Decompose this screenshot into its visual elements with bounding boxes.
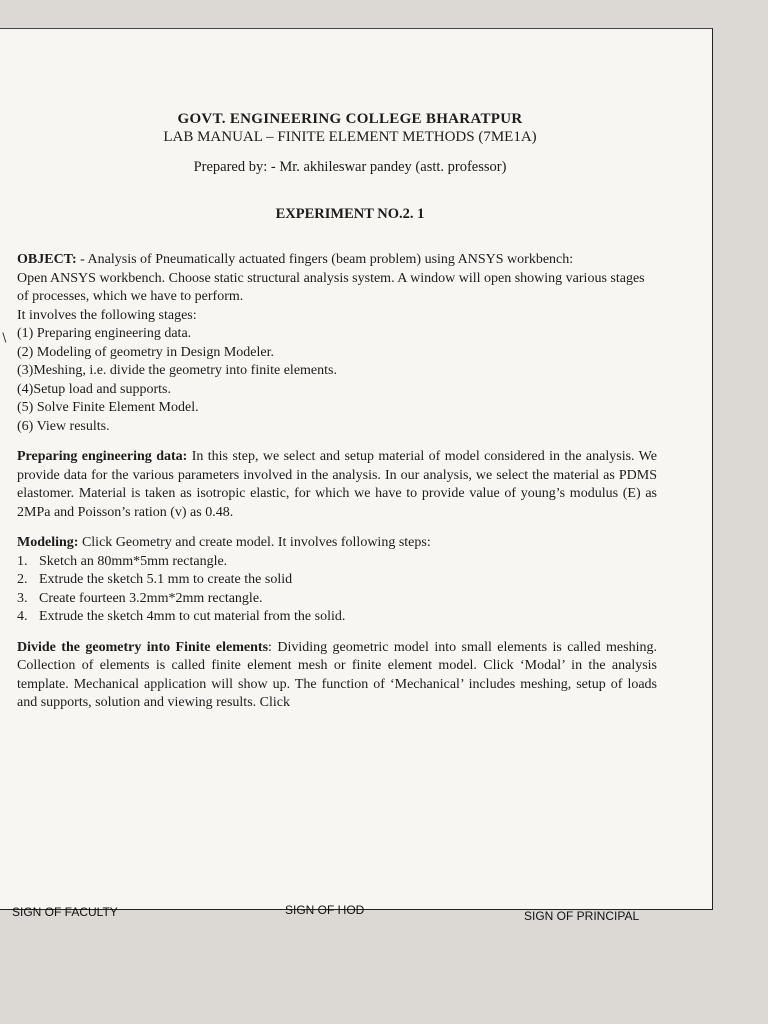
list-item: 1. Sketch an 80mm*5mm rectangle. xyxy=(17,553,228,569)
list-item: 2. Extrude the sketch 5.1 mm to create the solid xyxy=(17,572,293,587)
meshing-text: : Dividing geometric model into small elements is called meshing. Collection of elements is called finite element mesh or finite element model. Click ‘Modal’ in the analysis template. Mechanical application will show up. The function of ‘Mechanical’ includes meshing, setup of loads and supports, solution and viewing results. Click xyxy=(17,639,657,710)
sign-of-faculty: SIGN OF FACULTY xyxy=(12,905,118,919)
object-paragraph xyxy=(17,251,657,270)
modeling-steps xyxy=(17,553,657,627)
manual-title: LAB MANUAL – FINITE ELEMENT METHODS (7ME1A) xyxy=(163,129,537,145)
modeling-text: Click Geometry and create model. It involves following steps: xyxy=(78,535,431,550)
engineering-text: In this step, we select and setup material of model considered in the analysis. We provide data for the various parameters involved in the analysis. In our analysis, we select the material as PDMS elastomer. Material is taken as isotropic elastic, for which we have to provide value of young’s modulus (E) as 2MPa and Poisson’s ration (v) as 0.48. xyxy=(17,449,657,520)
list-item: 4. Extrude the sketch 4mm to cut material from the solid. xyxy=(17,609,346,624)
object-label: OBJECT: xyxy=(17,252,77,267)
list-item: 3. Create fourteen 3.2mm*2mm rectangle. xyxy=(17,590,263,606)
prepared-by: Prepared by: - Mr. akhileswar pandey (astt. professor) xyxy=(193,159,507,175)
experiment-body xyxy=(17,251,657,713)
object-text: - Analysis of Pneumatically actuated fingers (beam problem) using ANSYS workbench: xyxy=(76,252,574,267)
sign-of-principal: SIGN OF PRINCIPAL xyxy=(524,909,640,923)
stage-item: (5) Solve Finite Element Model. xyxy=(17,400,199,415)
engineering-paragraph xyxy=(17,448,657,522)
margin-mark: ∖ xyxy=(0,331,8,345)
document-page xyxy=(0,28,713,923)
stage-item: (4)Setup load and supports. xyxy=(17,381,171,397)
stage-item: (3)Meshing, i.e. divide the geometry into finite elements. xyxy=(17,363,337,378)
experiment-title: EXPERIMENT NO.2. 1 xyxy=(275,206,425,222)
modeling-paragraph xyxy=(17,534,657,553)
college-name: GOVT. ENGINEERING COLLEGE BHARATPUR xyxy=(177,111,523,127)
intro-line-2: It involves the following stages: xyxy=(17,307,197,323)
stage-item: (6) View results. xyxy=(17,418,110,434)
intro-line-1: Open ANSYS workbench. Choose static structural analysis system. A window will open showing various stages of processes, which we have to perform. xyxy=(17,270,645,304)
sign-of-hod: SIGN OF HOD xyxy=(285,903,365,917)
meshing-paragraph xyxy=(17,639,657,713)
modeling-label: Modeling: xyxy=(17,535,79,550)
meshing-label: Divide the geometry into Finite elements xyxy=(17,639,269,655)
engineering-label: Preparing engineering data: xyxy=(17,449,188,464)
stage-item: (1) Preparing engineering data. xyxy=(17,326,192,341)
stage-item: (2) Modeling of geometry in Design Modeler. xyxy=(17,344,275,360)
